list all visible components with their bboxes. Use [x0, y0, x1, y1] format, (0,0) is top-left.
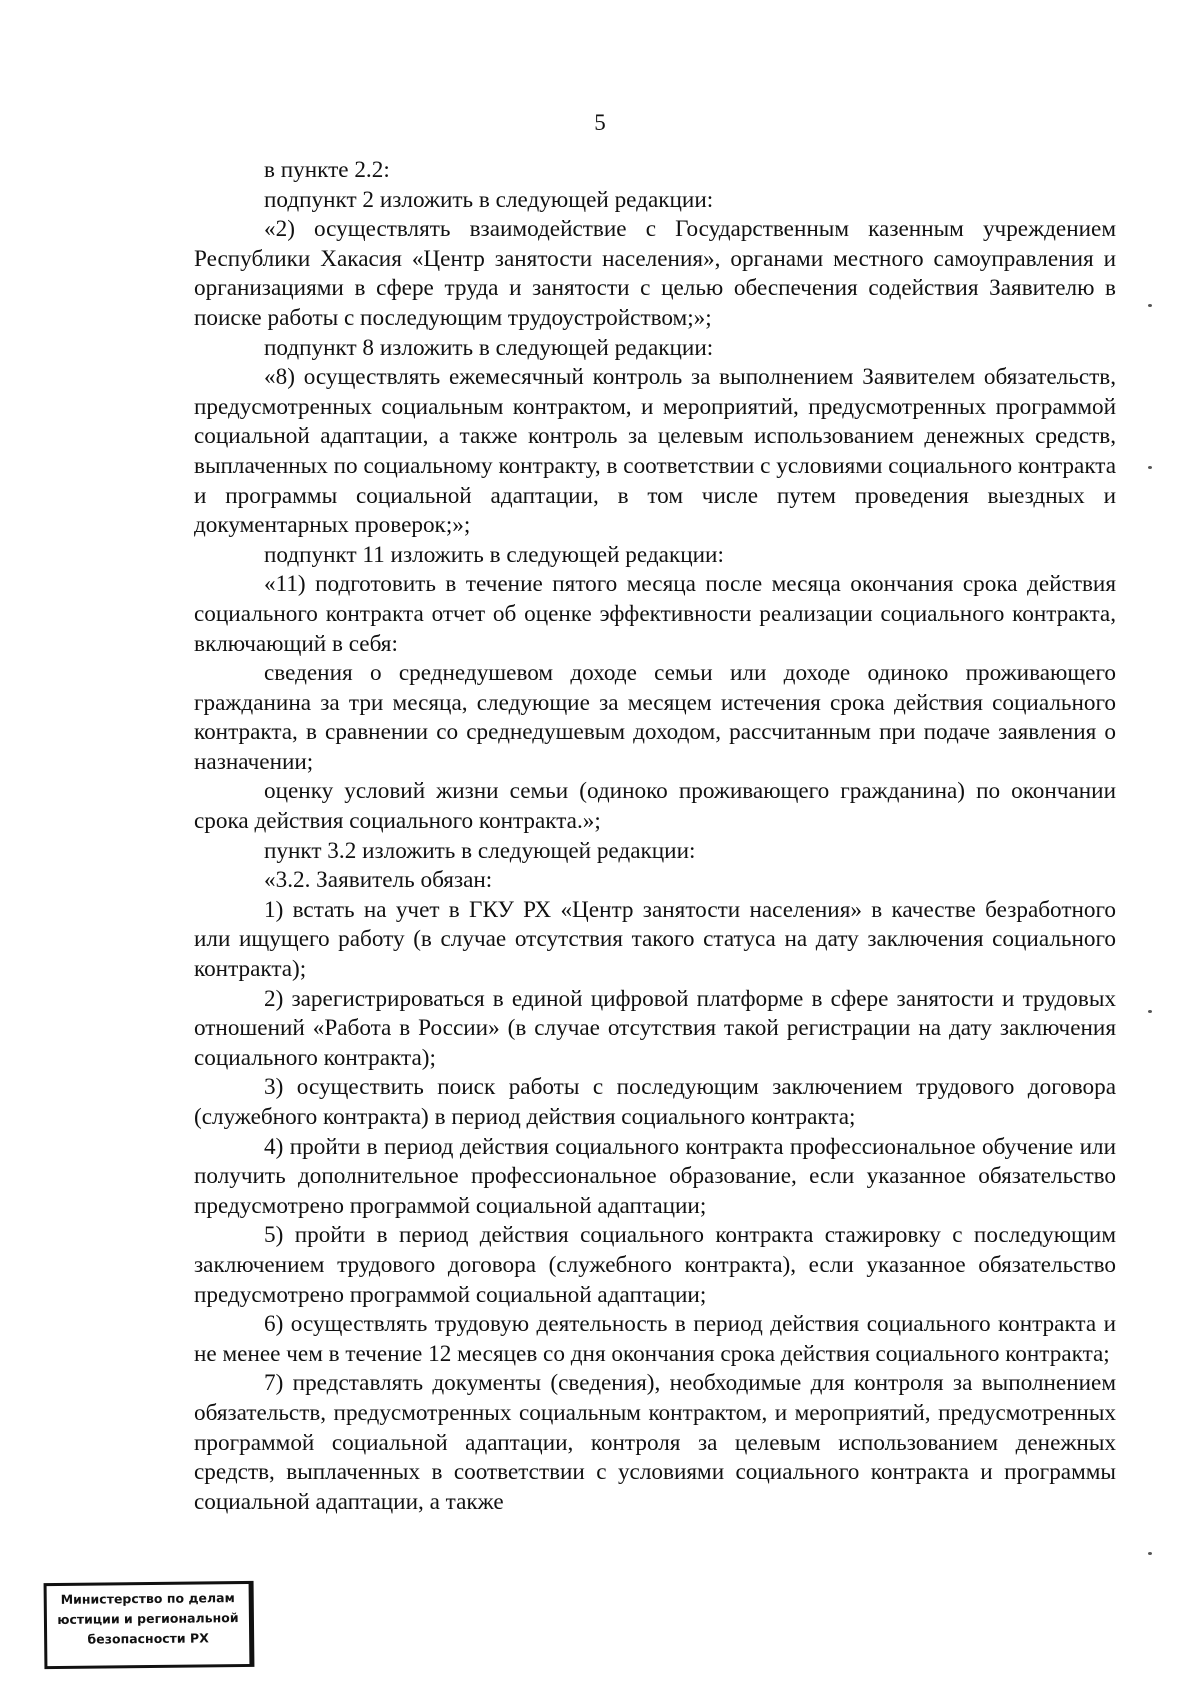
stamp-line: Министерство по делам [60, 1590, 235, 1607]
paragraph: «8) осуществлять ежемесячный контроль за выполнением Заявителем обязательств, предусмотренных социальным контрактом, и мероприятий, предусмотренных программой социальной адаптации, а также контроль за целевым использованием денежных средств, выплаченных по социальному контракту, в соответствии с условиями социального контракта и программы социальной адаптации, в том числе путем проведения выездных и документарных проверок;»; [194, 364, 1116, 539]
page-number: 5 [594, 110, 606, 135]
paragraph: оценку условий жизни семьи (одиноко проживающего гражданина) по окончании срока действия социального контракта.»; [194, 778, 1116, 835]
scan-speck [1148, 1552, 1152, 1555]
paragraph: в пункте 2.2: [264, 157, 390, 183]
paragraph: 5) пройти в период действия социального контракта стажировку с последующим заключением трудового договора (служебного контракта), если указанное обязательство предусмотрено программой социальной адаптации; [194, 1222, 1116, 1308]
paragraph: 2) зарегистрироваться в единой цифровой платформе в сфере занятости и трудовых отношений «Работа в России» (в случае отсутствия такой регистрации на дату заключения социального контракта); [194, 985, 1116, 1071]
paragraph: подпункт 11 изложить в следующей редакции: [264, 541, 724, 568]
paragraph: «3.2. Заявитель обязан: [264, 867, 493, 894]
paragraph: «11) подготовить в течение пятого месяца после месяца окончания срока действия социального контракта отчет об оценке эффективности реализации социального контракта, включающий в себя: [194, 571, 1116, 657]
paragraph: пункт 3.2 изложить в следующей редакции: [264, 837, 696, 864]
scan-speck [1148, 1010, 1152, 1013]
paragraph: подпункт 2 изложить в следующей редакции: [264, 186, 714, 213]
ministry-stamp [44, 1581, 255, 1669]
paragraph: подпункт 8 изложить в следующей редакции: [264, 334, 714, 361]
paragraph: 7) представлять документы (сведения), необходимые для контроля за выполнением обязательств, предусмотренных социальным контрактом, и мероприятий, предусмотренных программой социальной адаптации, контроля за целевым использованием денежных средств, выплаченных в соответствии с условиями социального контракта и программы социальной адаптации, а также [194, 1370, 1116, 1515]
paragraph: сведения о среднедушевом доходе семьи или доходе одиноко проживающего гражданина за три месяца, следующие за месяцем истечения срока действия социального контракта, в сравнении со среднедушевым доходом, рассчитанным при подаче заявления о назначении; [194, 660, 1116, 775]
paragraph: 1) встать на учет в ГКУ РХ «Центр занятости населения» в качестве безработного или ищущего работу (в случае отсутствия такого статуса на дату заключения социального контракта); [194, 896, 1116, 983]
paragraph: 6) осуществлять трудовую деятельность в период действия социального контракта и не менее чем в течение 12 месяцев со дня окончания срока действия социального контракта; [194, 1311, 1116, 1367]
paragraph: 3) осуществить поиск работы с последующим заключением трудового договора (служебного контракта) в период действия социального контракта; [194, 1074, 1116, 1130]
stamp-line: безопасности РХ [87, 1630, 209, 1647]
stamp-line: юстиции и региональной [57, 1610, 239, 1627]
paragraph: «2) осуществлять взаимодействие с Государственным казенным учреждением Республики Хакасия «Центр занятости населения», органами местного самоуправления и организациями в сфере труда и занятости с целью обеспечения содействия Заявителю в поиске работы с последующим трудоустройством;»; [194, 216, 1116, 331]
scan-speck [1148, 466, 1152, 469]
document-body [194, 156, 1116, 1517]
scan-speck [1148, 304, 1152, 307]
paragraph: 4) пройти в период действия социального контракта профессиональное обучение или получить дополнительное профессиональное образование, если указанное обязательство предусмотрено программой социальной адаптации; [194, 1133, 1116, 1219]
